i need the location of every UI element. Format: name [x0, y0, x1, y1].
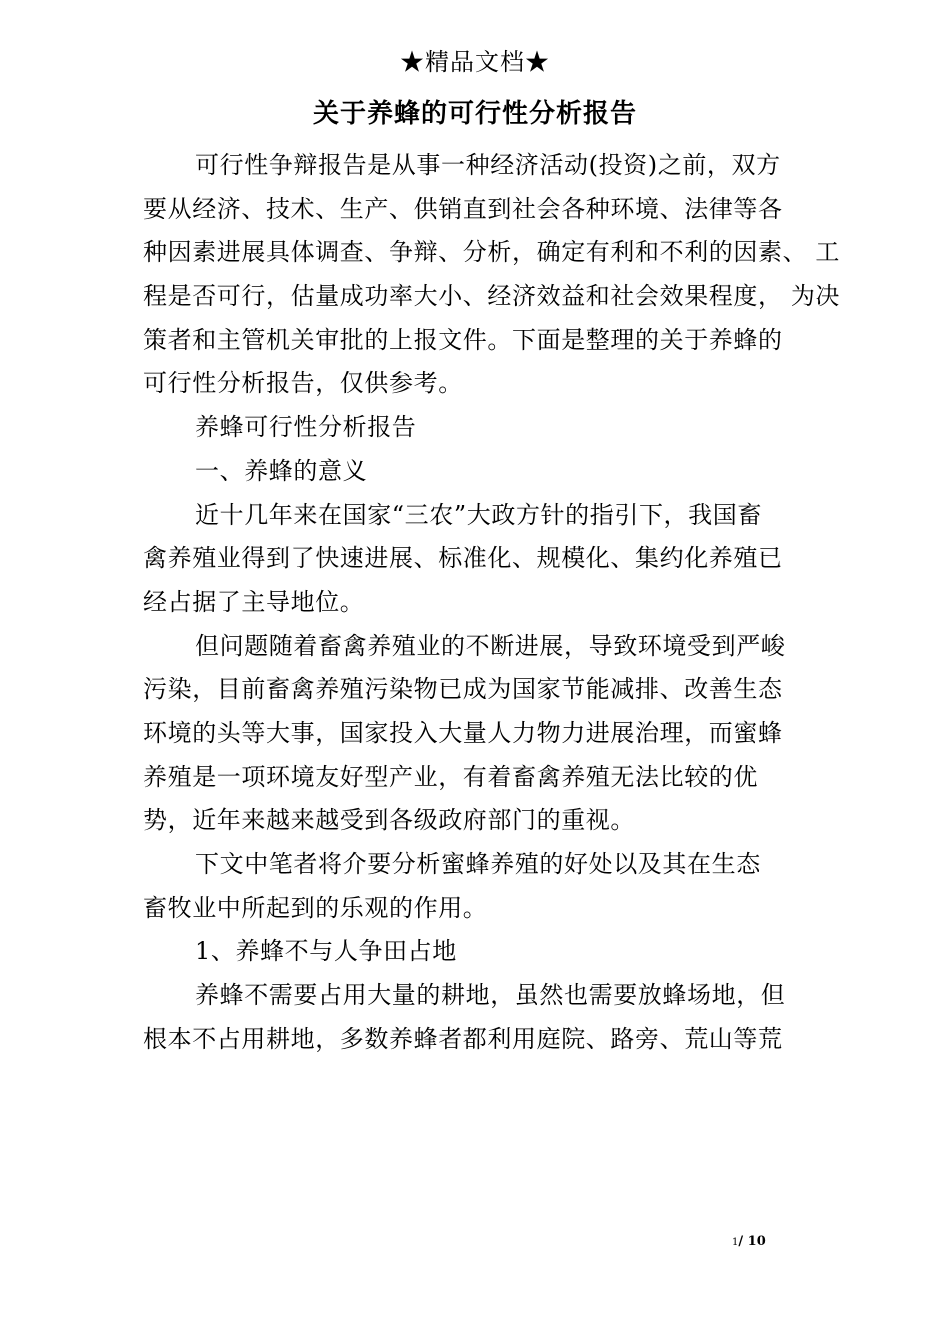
- text-line: 可行性分析报告，仅供参考。: [143, 369, 463, 398]
- text-line: 养殖是一项环境友好型产业，有着畜禽养殖无法比较的优: [143, 762, 758, 791]
- text-line: 下文中笔者将介要分析蜜蜂养殖的好处以及其在生态: [195, 850, 761, 878]
- text-line: 程是否可行，估量成功率大小、经济效益和社会效果程度， 为决: [143, 282, 841, 311]
- header-label: ★精品文档★: [400, 48, 550, 76]
- page-separator: /: [738, 1234, 744, 1249]
- text-line: 养蜂可行性分析报告: [195, 413, 417, 442]
- text-line: 可行性争辩报告是从事一种经济活动(投资)之前，双方: [195, 151, 781, 179]
- text-line: 近十几年来在国家“三农”大政方针的指引下，我国畜: [195, 500, 762, 529]
- text-line: 经占据了主导地位。: [143, 587, 365, 616]
- text-line: 环境的头等大事，国家投入大量人力物力进展治理，而蜜蜂: [143, 718, 783, 747]
- text-line: 畜牧业中所起到的乐观的作用。: [143, 893, 488, 922]
- text-line: 种因素进展具体调查、争辩、分析，确定有利和不利的因素、 工: [143, 238, 841, 267]
- text-line: 但问题随着畜禽养殖业的不断进展，导致环境受到严峻: [195, 631, 786, 660]
- document-body: [143, 144, 841, 1061]
- current-page-number: 1: [732, 1237, 739, 1248]
- document-title: 关于养蜂的可行性分析报告: [312, 99, 637, 129]
- text-line: 要从经济、技术、生产、供销直到社会各种环境、法律等各: [143, 194, 783, 223]
- text-line: 1、养蜂不与人争田占地: [195, 937, 457, 966]
- text-line: 策者和主管机关审批的上报文件。下面是整理的关于养蜂的: [143, 325, 783, 354]
- text-line: 养蜂不需要占用大量的耕地，虽然也需要放蜂场地，但: [195, 981, 786, 1010]
- total-pages: 10: [747, 1234, 766, 1249]
- page-number: [732, 1234, 766, 1251]
- text-line: 一、养蜂的意义: [195, 456, 368, 485]
- text-line: 禽养殖业得到了快速进展、标准化、规模化、集约化养殖已: [143, 544, 783, 573]
- text-line: 势，近年来越来越受到各级政府部门的重视。: [143, 806, 635, 835]
- text-line: 根本不占用耕地，多数养蜂者都利用庭院、路旁、荒山等荒: [143, 1024, 783, 1053]
- text-line: 污染，目前畜禽养殖污染物已成为国家节能减排、改善生态: [143, 675, 783, 704]
